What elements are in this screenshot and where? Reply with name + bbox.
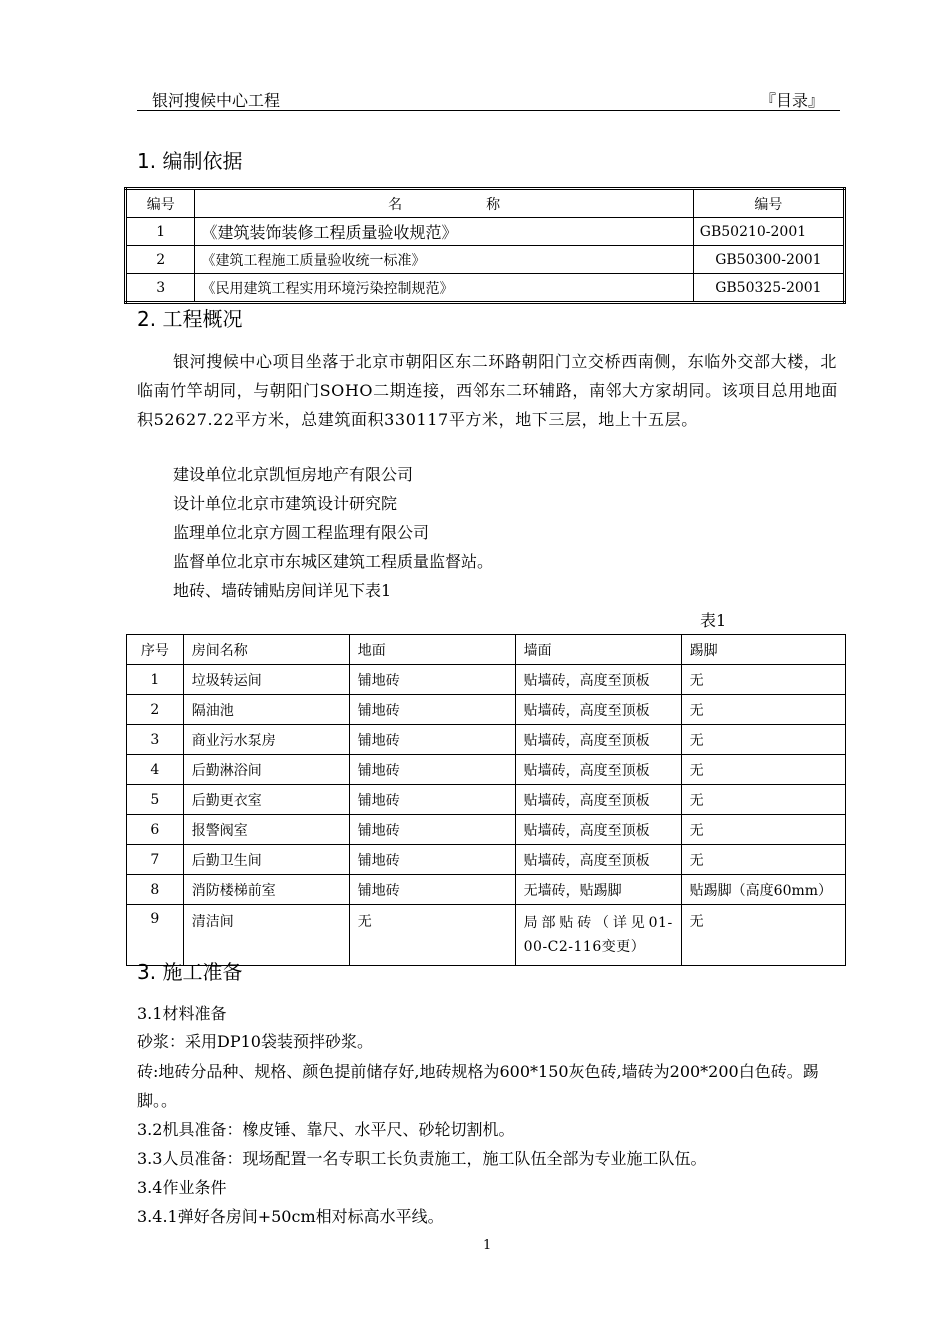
table-row	[127, 755, 846, 785]
table-cell: 无	[681, 725, 845, 755]
header-rule	[137, 110, 840, 111]
header-cell: 编号	[693, 189, 844, 218]
designer-line: 设计单位北京市建筑设计研究院	[173, 494, 398, 513]
table-row	[127, 875, 846, 905]
table-cell: 贴墙砖，高度至顶板	[515, 725, 681, 755]
table-cell: 报警阀室	[183, 815, 349, 845]
table-cell: 贴墙砖，高度至顶板	[515, 665, 681, 695]
mortar-line: 砂浆：采用DP10袋装预拌砂浆。	[137, 1032, 373, 1051]
table-cell: 贴墙砖，高度至顶板	[515, 815, 681, 845]
table-cell: 隔油池	[183, 695, 349, 725]
table-cell: 无	[681, 665, 845, 695]
table-header-row	[127, 635, 846, 665]
supervisor-line: 监理单位北京方圆工程监理有限公司	[173, 523, 430, 542]
table-row	[127, 665, 846, 695]
table-cell: 垃圾转运间	[183, 665, 349, 695]
table-row	[126, 218, 845, 246]
table-cell: 1	[127, 665, 184, 695]
header-cell: 地面	[349, 635, 515, 665]
table-cell: 铺地砖	[349, 875, 515, 905]
table-cell: 《建筑装饰装修工程质量验收规范》	[195, 218, 693, 246]
table-cell: 无	[681, 695, 845, 725]
table-cell: 2	[126, 246, 195, 274]
conditions-heading: 3.4作业条件	[137, 1178, 227, 1197]
table-cell: 后勤卫生间	[183, 845, 349, 875]
table-cell: 《民用建筑工程实用环境污染控制规范》	[195, 274, 693, 303]
project-intro: 银河搜候中心项目坐落于北京市朝阳区东二环路朝阳门立交桥西南侧，东临外交部大楼，北临南竹竿胡同，与朝阳门SOHO二期连接，西邻东二环辅路，南邻大方家胡同。该项目总用地面积52627.22平方米，总建筑面积330117平方米，地下三层，地上十五层。	[137, 352, 838, 429]
table-row	[127, 785, 846, 815]
table-cell: 后勤更衣室	[183, 785, 349, 815]
tile-line: 砖:地砖分品种、规格、颜色提前储存好,地砖规格为600*150灰色砖,墙砖为200*200白色砖。踢脚。。	[137, 1062, 819, 1110]
table-row	[127, 725, 846, 755]
table-row	[127, 815, 846, 845]
table-cell: 局部贴砖（详见01-00-C2-116变更）	[515, 905, 681, 966]
table-cell: 贴踢脚（高度60mm）	[681, 875, 845, 905]
header-cell: 编号	[126, 189, 195, 218]
table-cell: 4	[127, 755, 184, 785]
standards-table	[124, 187, 846, 304]
builder-line: 建设单位北京凯恒房地产有限公司	[173, 465, 414, 484]
table-cell: 无	[349, 905, 515, 966]
table-cell: 无	[681, 815, 845, 845]
table-header-row	[126, 189, 845, 218]
table-cell: GB50210-2001	[693, 218, 844, 246]
table-cell: 铺地砖	[349, 755, 515, 785]
header-cell: 踢脚	[681, 635, 845, 665]
table-cell: 清洁间	[183, 905, 349, 966]
table-cell: 贴墙砖，高度至顶板	[515, 785, 681, 815]
header-cell: 房间名称	[183, 635, 349, 665]
table-cell: GB50325-2001	[693, 274, 844, 303]
inspector-line: 监督单位北京市东城区建筑工程质量监督站。	[173, 552, 494, 571]
header-cell: 序号	[127, 635, 184, 665]
page-number: 1	[483, 1238, 492, 1253]
tools-line: 3.2机具准备：橡皮锤、靠尺、水平尺、砂轮切割机。	[137, 1120, 515, 1139]
table-cell: 铺地砖	[349, 665, 515, 695]
table-cell: 无	[681, 905, 845, 966]
header-cell: 名 称	[195, 189, 693, 218]
table-cell: 贴墙砖，高度至顶板	[515, 755, 681, 785]
table-cell: GB50300-2001	[693, 246, 844, 274]
table-cell: 7	[127, 845, 184, 875]
table-cell: 铺地砖	[349, 785, 515, 815]
table-row	[126, 274, 845, 303]
rooms-table	[126, 634, 846, 966]
table-cell: 铺地砖	[349, 845, 515, 875]
staff-line: 3.3人员准备：现场配置一名专职工长负责施工，施工队伍全部为专业施工队伍。	[137, 1149, 707, 1168]
table-cell: 铺地砖	[349, 695, 515, 725]
header-section: 『目录』	[760, 91, 825, 110]
table-cell: 1	[126, 218, 195, 246]
table-cell: 3	[127, 725, 184, 755]
table-cell: 贴墙砖，高度至顶板	[515, 845, 681, 875]
table-cell: 无	[681, 755, 845, 785]
table-cell: 6	[127, 815, 184, 845]
table-cell: 商业污水泵房	[183, 725, 349, 755]
header-title: 银河搜候中心工程	[152, 91, 281, 110]
table-row	[126, 246, 845, 274]
elevation-line: 3.4.1弹好各房间+50cm相对标高水平线。	[137, 1207, 444, 1226]
table-cell: 5	[127, 785, 184, 815]
materials-heading: 3.1材料准备	[137, 1004, 227, 1023]
table-caption: 表1	[700, 611, 727, 630]
table-cell: 无	[681, 785, 845, 815]
table-cell: 9	[127, 905, 184, 966]
table-cell: 铺地砖	[349, 725, 515, 755]
table-cell: 铺地砖	[349, 815, 515, 845]
table-cell: 无墙砖，贴踢脚	[515, 875, 681, 905]
table-row	[127, 845, 846, 875]
table-cell: 后勤淋浴间	[183, 755, 349, 785]
table-row	[127, 695, 846, 725]
table-intro-line: 地砖、墙砖铺贴房间详见下表1	[173, 581, 392, 600]
section3-heading: 3. 施工准备	[137, 960, 243, 984]
section2-heading: 2. 工程概况	[137, 307, 243, 331]
table-cell: 消防楼梯前室	[183, 875, 349, 905]
table-cell: 无	[681, 845, 845, 875]
header-cell: 墙面	[515, 635, 681, 665]
table-cell: 8	[127, 875, 184, 905]
table-cell: 《建筑工程施工质量验收统一标准》	[195, 246, 693, 274]
section1-heading: 1. 编制依据	[137, 149, 243, 173]
table-cell: 3	[126, 274, 195, 303]
table-cell: 2	[127, 695, 184, 725]
table-cell: 贴墙砖，高度至顶板	[515, 695, 681, 725]
